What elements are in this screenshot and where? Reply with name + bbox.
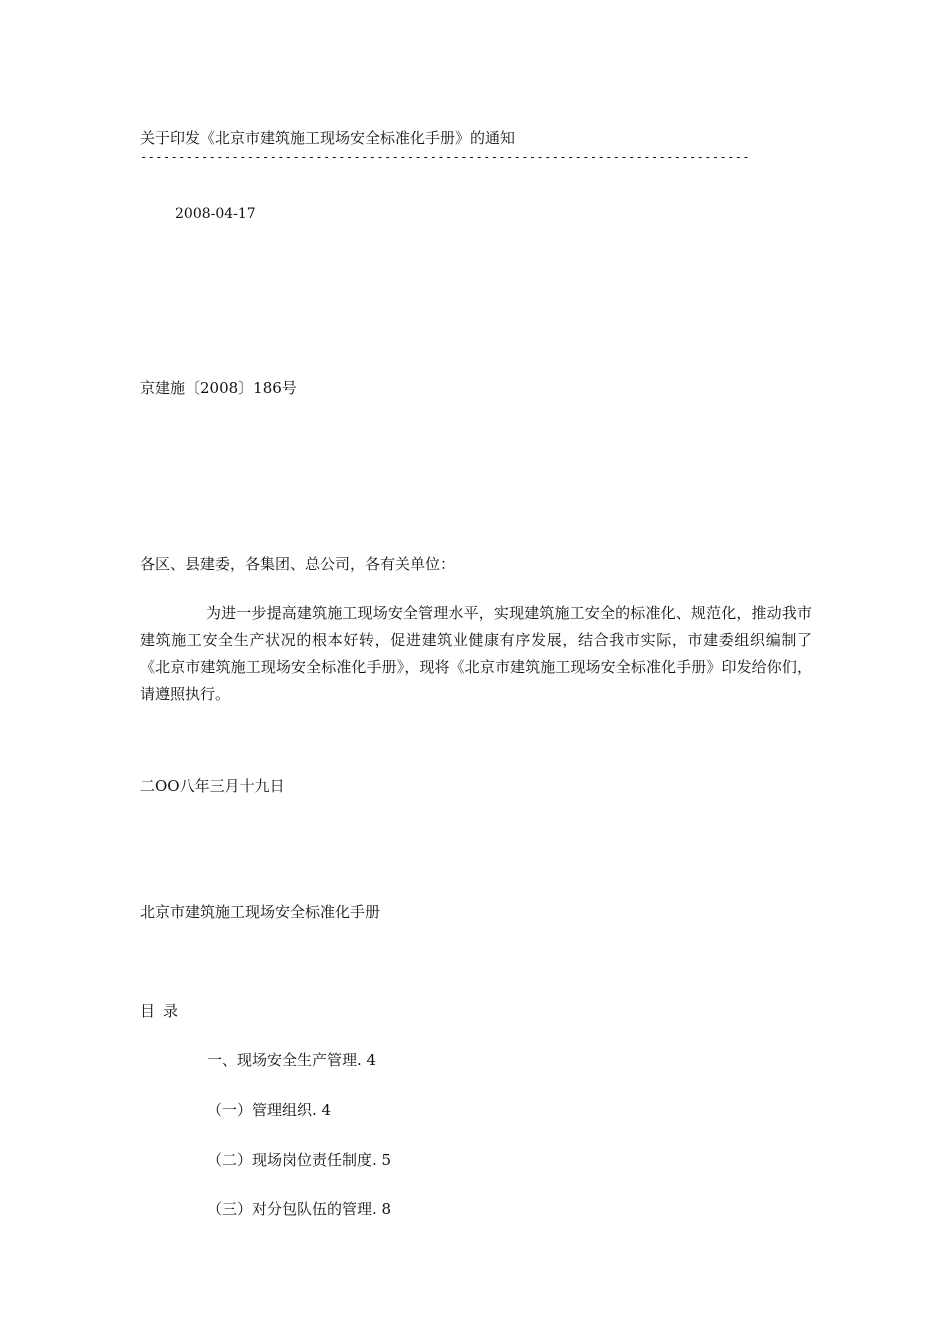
toc-item: 一、现场安全生产管理. 4 [207, 1051, 377, 1069]
manual-title: 北京市建筑施工现场安全标准化手册 [140, 903, 381, 921]
signature-date: 二OO八年三月十九日 [140, 777, 285, 795]
publish-date: 2008-04-17 [175, 206, 256, 222]
toc-heading: 目录 [140, 1002, 187, 1020]
toc-item: （一）管理组织. 4 [207, 1101, 332, 1119]
salutation: 各区、县建委，各集团、总公司，各有关单位： [140, 555, 456, 573]
notice-title: 关于印发《北京市建筑施工现场安全标准化手册》的通知 [140, 129, 516, 147]
toc-item: （二）现场岗位责任制度. 5 [207, 1151, 392, 1169]
toc-item: （三）对分包队伍的管理. 8 [207, 1200, 392, 1218]
body-paragraph: 为进一步提高建筑施工现场安全管理水平，实现建筑施工安全的标准化、规范化，推动我市建筑施工安全生产状况的根本好转，促进建筑业健康有序发展，结合我市实际，市建委组织编制了《北京市建筑施工现场安全标准化手册》，现将《北京市建筑施工现场安全标准化手册》印发给你们，请遵照执行。 [140, 604, 812, 703]
separator-rule: -------------------------------------------------------------------------------- [140, 150, 750, 164]
document-number: 京建施〔2008〕186号 [140, 379, 297, 397]
